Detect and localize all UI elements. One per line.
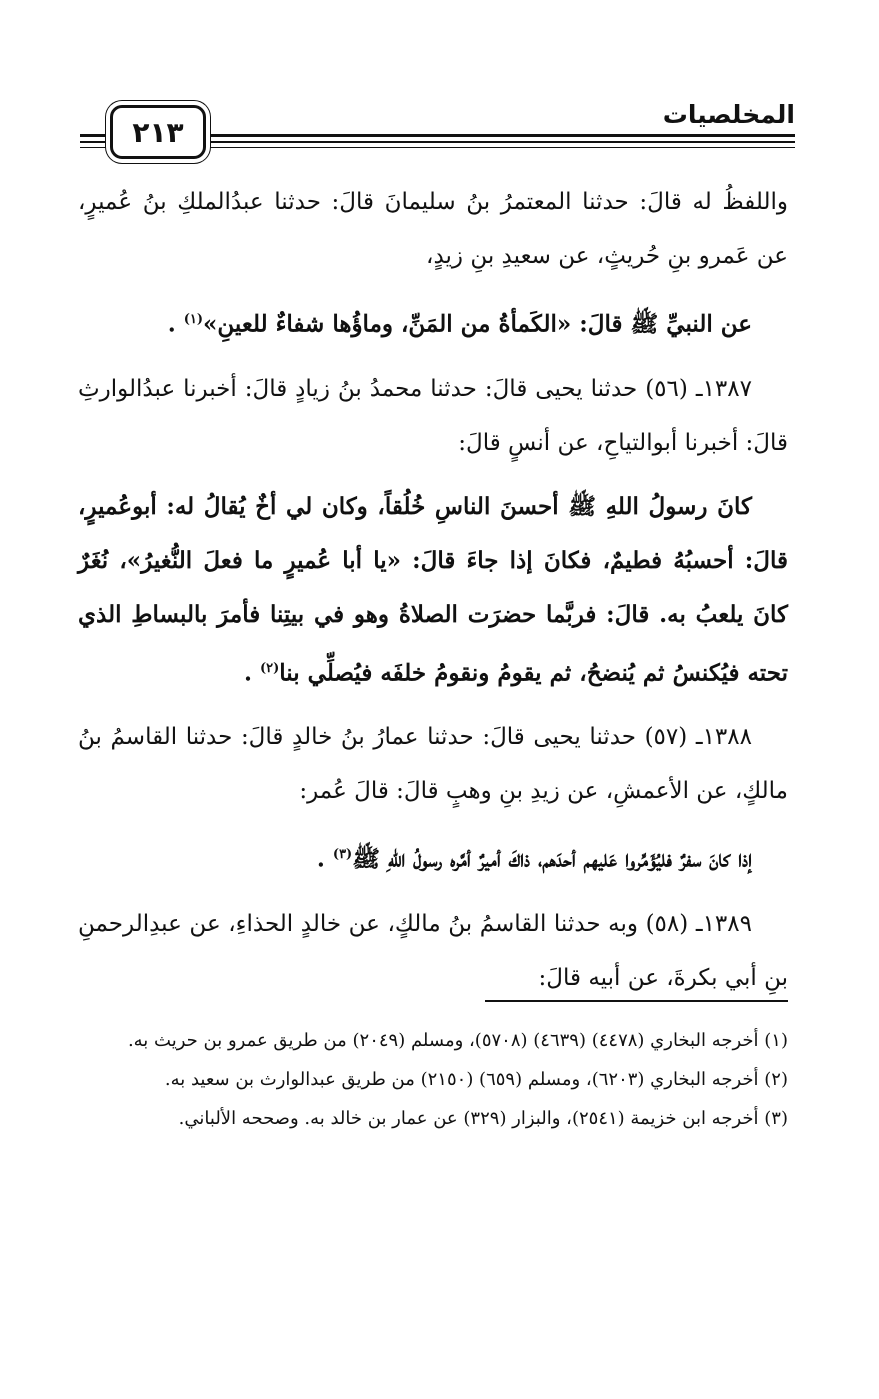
footnotes bbox=[78, 1022, 788, 1139]
paragraph bbox=[78, 897, 788, 1005]
footnote-number: (١) bbox=[764, 1030, 788, 1051]
footnote-separator bbox=[485, 1000, 788, 1002]
paragraph-text: إذا كانَ سفرٌ فليُؤَمِّروا عَليهم أحدَهم، ذاكَ أميرٌ أمَّره رسولُ اللهِ ﷺ bbox=[352, 845, 752, 873]
footnote bbox=[78, 1022, 788, 1059]
footnote-number: (٢) bbox=[764, 1069, 788, 1090]
paragraph-text: كانَ رسولُ اللهِ ﷺ أحسنَ الناسِ خُلُقاً، وكان لي أخٌ يُقالُ له: أبوعُميرٍ، قالَ: أحسبُهُ فطيمٌ، فكانَ إذا جاءَ قالَ: «يا أبا عُميرٍ ما فعلَ النُّغيرُ»، نُغَرٌ كانَ يلعبُ به. قالَ: فربَّما حضرَت الصلاةُ وهو في بيتِنا فأمرَ بالبساطِ الذي تحته فيُكنسُ ثم يُنضحُ، ثم يقومُ ونقومُ خلفَه فيُصلِّي بنا bbox=[78, 492, 788, 687]
paragraph-text: واللفظُ له قالَ: حدثنا المعتمرُ بنُ سليمانَ قالَ: حدثنا عبدُالملكِ بنُ عُميرٍ، عن عَمرو بنِ حُريثٍ، عن سعيدِ بنِ زيدٍ، bbox=[78, 189, 788, 269]
page-header bbox=[80, 100, 795, 160]
footnote-text: أخرجه البخاري (٤٤٧٨) (٤٦٣٩) (٥٧٠٨)، ومسلم (٢٠٤٩) من طريق عمرو بن حريث به. bbox=[127, 1030, 759, 1051]
footnote-ref: (٣) bbox=[332, 847, 353, 863]
paragraph-text: عن النبيِّ ﷺ قالَ: «الكَمأةُ من المَنِّ، وماؤُها شفاءٌ للعينِ» bbox=[203, 310, 752, 338]
footnote-text: أخرجه البخاري (٦٢٠٣)، ومسلم (٦٥٩) (٢١٥٠) من طريق عبدالوارث بن سعيد به. bbox=[164, 1069, 759, 1090]
footnote-ref: (١) bbox=[183, 312, 204, 327]
paragraph-text: ١٣٨٧ـ (٥٦) حدثنا يحيى قالَ: حدثنا محمدُ بنُ زيادٍ قالَ: أخبرنا عبدُالوارثِ قالَ: أخبرنا أبوالتياحِ، عن أنسٍ قالَ: bbox=[78, 375, 788, 456]
paragraph bbox=[78, 362, 788, 470]
paragraph-end: . bbox=[167, 310, 176, 338]
footnote-ref: (٢) bbox=[260, 660, 280, 676]
paragraph bbox=[78, 175, 788, 283]
paragraph bbox=[78, 710, 788, 818]
footnote bbox=[78, 1061, 788, 1098]
page-number: ٢١٣ bbox=[110, 105, 206, 159]
main-text bbox=[78, 175, 788, 1015]
footnote-text: أخرجه ابن خزيمة (٢٥٤١)، والبزار (٣٢٩) عن عمار بن خالد به. وصححه الألباني. bbox=[178, 1108, 759, 1129]
footnote-number: (٣) bbox=[764, 1108, 788, 1129]
hadith-text bbox=[78, 293, 788, 352]
hadith-text bbox=[78, 828, 788, 887]
paragraph-text: ١٣٨٩ـ (٥٨) وبه حدثنا القاسمُ بنُ مالكٍ، عن خالدٍ الحذاءِ، عن عبدِالرحمنِ بنِ أبي بكرةَ، عن أبيه قالَ: bbox=[78, 910, 788, 991]
footnote bbox=[78, 1100, 788, 1137]
hadith-text bbox=[78, 480, 788, 701]
paragraph-text: ١٣٨٨ـ (٥٧) حدثنا يحيى قالَ: حدثنا عمارُ بنُ خالدٍ قالَ: حدثنا القاسمُ بنُ مالكٍ، عن الأعمشِ، عن زيدِ بنِ وهبٍ قالَ: قالَ عُمر: bbox=[78, 724, 788, 805]
paragraph-end: . bbox=[243, 659, 252, 687]
paragraph-end: . bbox=[316, 845, 325, 873]
running-title: المخلصيات bbox=[662, 100, 795, 129]
